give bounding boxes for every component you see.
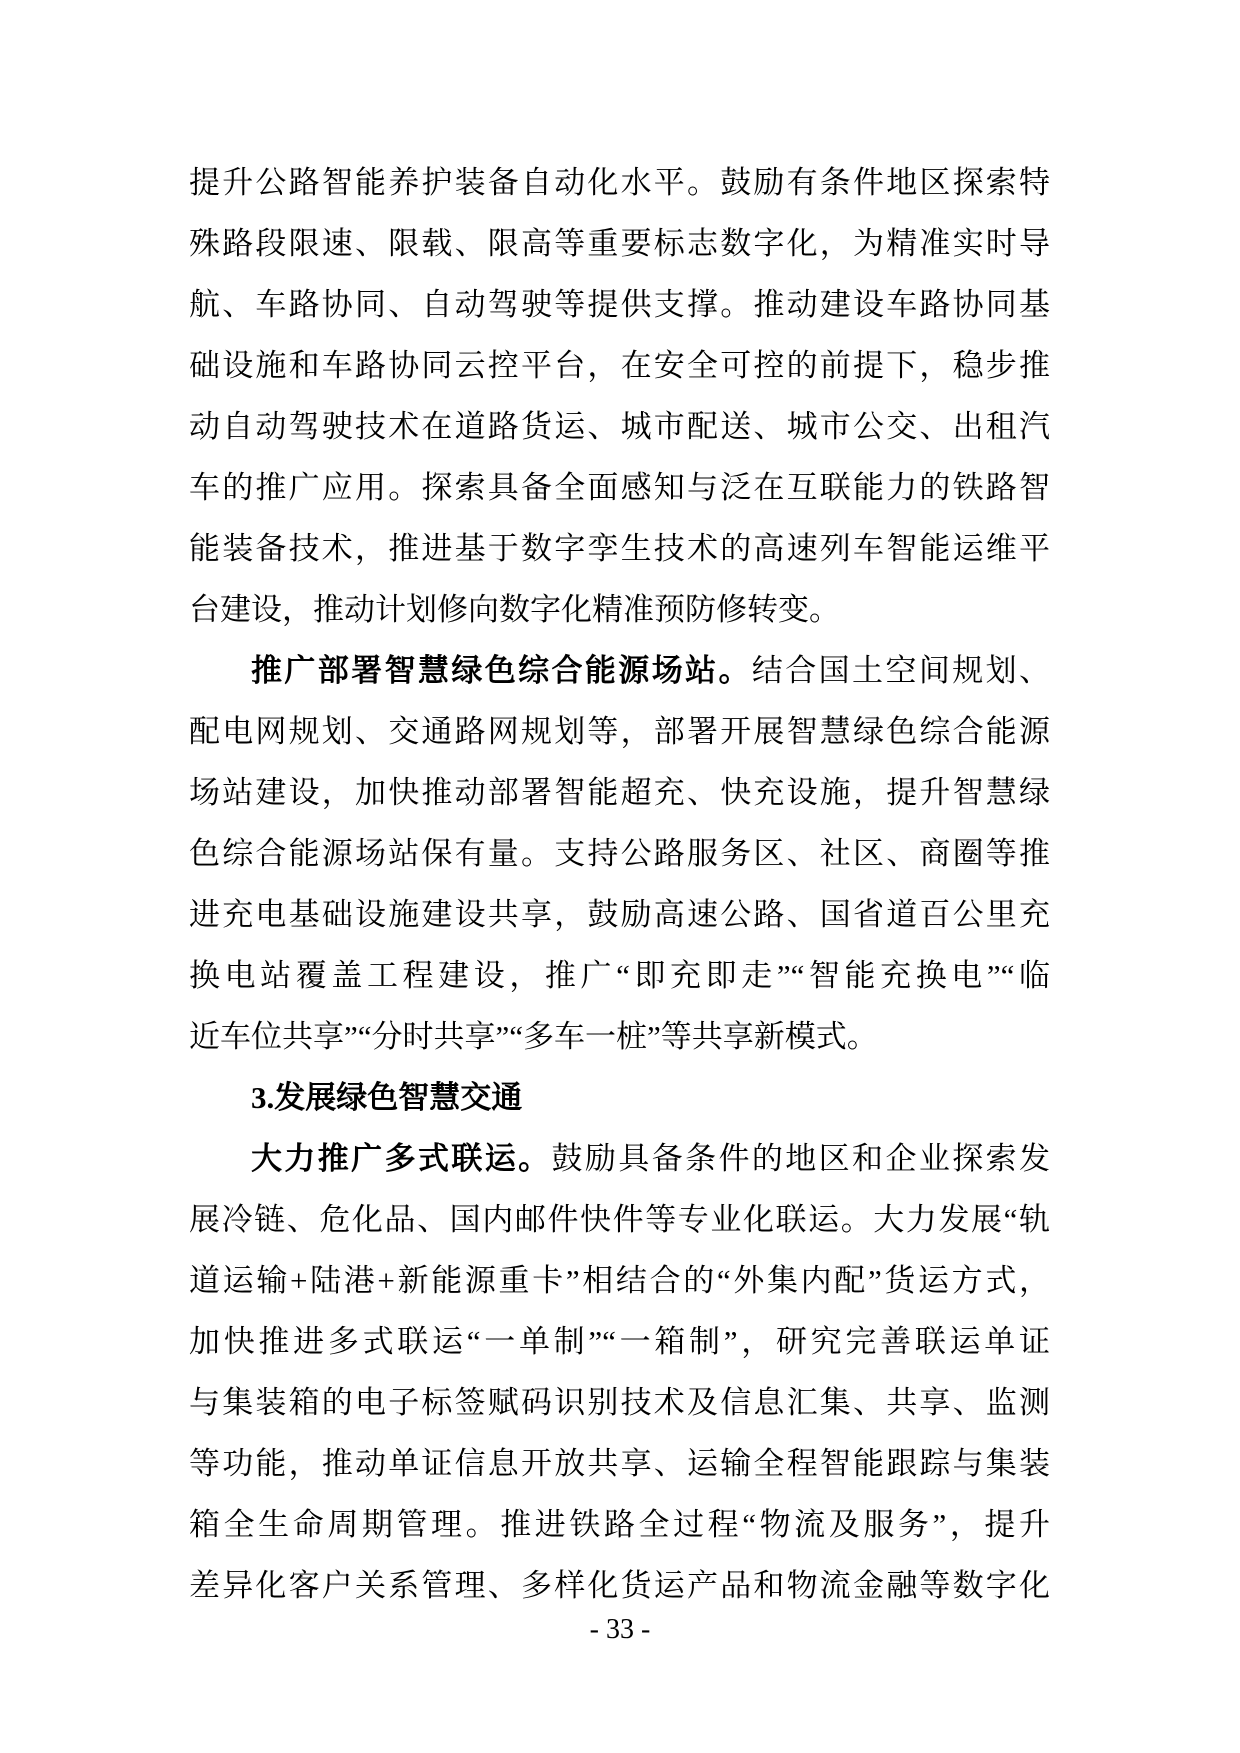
- bold-lead: 推广部署智慧绿色综合能源场站。: [251, 653, 752, 688]
- line-text: 础设施和车路协同云控平台，在安全可控的前提下，稳步推: [189, 348, 1050, 383]
- text-line: [189, 823, 1050, 884]
- line-text: 箱全生命周期管理。推进铁路全过程“物流及服务”，提升: [189, 1507, 1050, 1542]
- paragraph-start-line: [189, 640, 1050, 701]
- text-line: [189, 701, 1050, 762]
- line-text: 场站建设，加快推动部署智能超充、快充设施，提升智慧绿: [189, 775, 1050, 810]
- line-text: 台建设，推动计划修向数字化精准预防修转变。: [189, 592, 840, 627]
- page-number: - 33 -: [589, 1614, 651, 1645]
- text-line: [189, 1189, 1050, 1250]
- line-text: 提升公路智能养护装备自动化水平。鼓励有条件地区探索特: [189, 165, 1050, 200]
- text-line: [189, 1006, 1050, 1067]
- text-line: [189, 884, 1050, 945]
- line-text: 差异化客户关系管理、多样化货运产品和物流金融等数字化: [189, 1568, 1050, 1603]
- line-text: 车的推广应用。探索具备全面感知与泛在互联能力的铁路智: [189, 470, 1050, 505]
- line-text: 道运输+陆港+新能源重卡”相结合的“外集内配”货运方式，: [189, 1263, 1050, 1298]
- line-text: 展冷链、危化品、国内邮件快件等专业化联运。大力发展“轨: [189, 1202, 1050, 1237]
- bold-lead: 大力推广多式联运。: [251, 1141, 552, 1176]
- text-line: [189, 1372, 1050, 1433]
- text-line: [189, 396, 1050, 457]
- text-line: [189, 457, 1050, 518]
- paragraph-start-line: [189, 1128, 1050, 1189]
- text-line: [189, 1494, 1050, 1555]
- text-line: [189, 152, 1050, 213]
- line-text: 殊路段限速、限载、限高等重要标志数字化，为精准实时导: [189, 226, 1050, 261]
- text-line: [189, 1555, 1050, 1616]
- text-line: [189, 518, 1050, 579]
- heading-text: 3.发展绿色智慧交通: [251, 1080, 523, 1115]
- line-text: 能装备技术，推进基于数字孪生技术的高速列车智能运维平: [189, 531, 1050, 566]
- text-line: [189, 579, 1050, 640]
- text-line: [189, 945, 1050, 1006]
- line-text: 色综合能源场站保有量。支持公路服务区、社区、商圈等推: [189, 836, 1050, 871]
- line-text: 航、车路协同、自动驾驶等提供支撑。推动建设车路协同基: [189, 287, 1050, 322]
- line-text: 换电站覆盖工程建设，推广“即充即走”“智能充换电”“临: [189, 958, 1050, 993]
- line-text: 等功能，推动单证信息开放共享、运输全程智能跟踪与集装: [189, 1446, 1050, 1481]
- line-text: 近车位共享”“分时共享”“多车一桩”等共享新模式。: [189, 1019, 878, 1054]
- line-text: 结合国土空间规划、: [751, 653, 1051, 688]
- line-text: 加快推进多式联运“一单制”“一箱制”，研究完善联运单证: [189, 1324, 1050, 1359]
- line-text: 与集装箱的电子标签赋码识别技术及信息汇集、共享、监测: [189, 1385, 1050, 1420]
- section-heading: [189, 1067, 1050, 1128]
- text-line: [189, 274, 1050, 335]
- line-text: 动自动驾驶技术在道路货运、城市配送、城市公交、出租汽: [189, 409, 1050, 444]
- text-line: [189, 1433, 1050, 1494]
- line-text: 配电网规划、交通路网规划等，部署开展智慧绿色综合能源: [189, 714, 1050, 749]
- text-line: [189, 335, 1050, 396]
- line-text: 进充电基础设施建设共享，鼓励高速公路、国省道百公里充: [189, 897, 1050, 932]
- text-block: [189, 152, 1050, 1616]
- text-line: [189, 1250, 1050, 1311]
- text-line: [189, 762, 1050, 823]
- text-line: [189, 1311, 1050, 1372]
- line-text: 鼓励具备条件的地区和企业探索发: [551, 1141, 1051, 1176]
- text-line: [189, 213, 1050, 274]
